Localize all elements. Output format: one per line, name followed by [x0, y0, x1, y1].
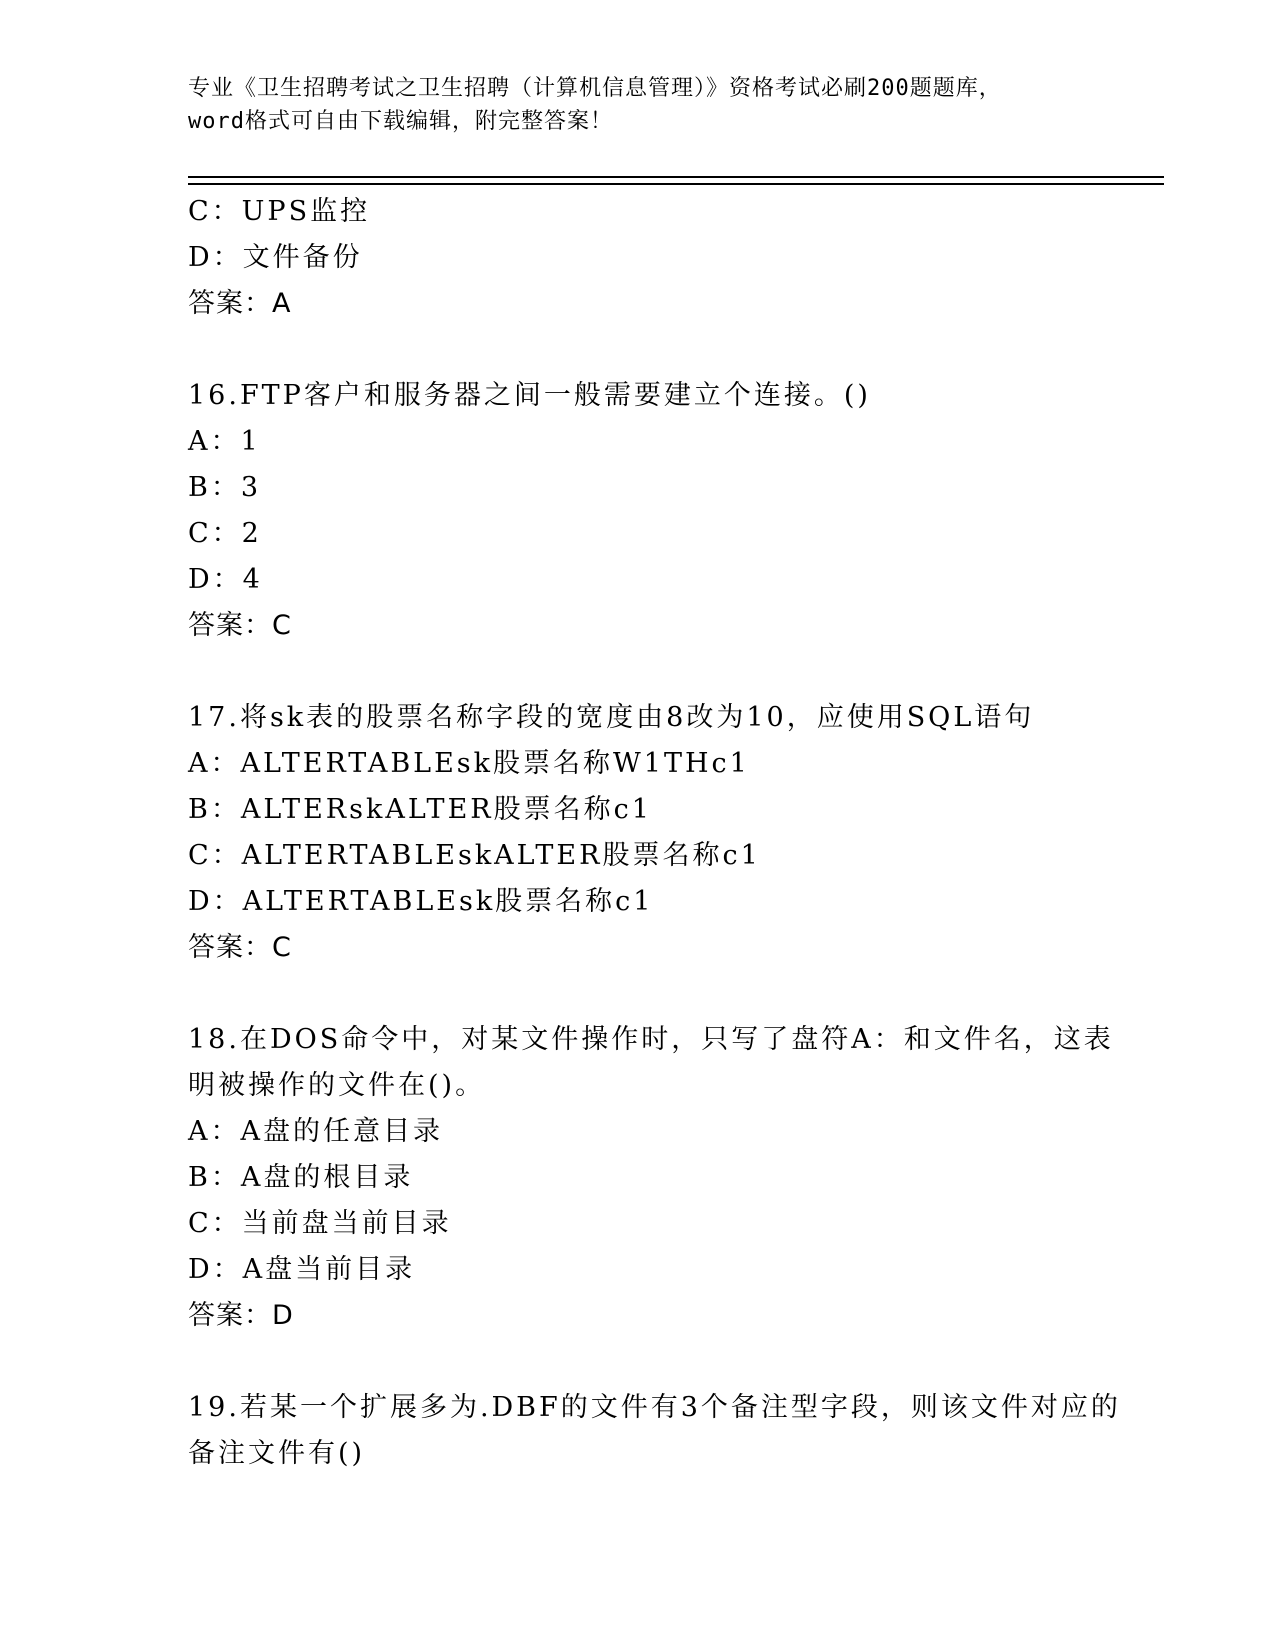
- question-stem-line-2: 明被操作的文件在()。: [188, 1070, 486, 1101]
- question-19: [188, 1385, 1148, 1477]
- answer-label: 答案：C: [188, 610, 292, 641]
- spacer: [188, 1339, 1148, 1385]
- option-d: D：文件备份: [188, 242, 363, 273]
- option-c: C：当前盘当前目录: [188, 1208, 452, 1239]
- question-stem-line-1: 19.若某一个扩展多为.DBF的文件有3个备注型字段，则该文件对应的: [188, 1392, 1121, 1423]
- header-divider-top: [188, 176, 1164, 178]
- document-header: [188, 72, 1088, 138]
- question-body: [188, 189, 1148, 1477]
- option-d: D：A盘当前目录: [188, 1254, 416, 1285]
- option-b: B：A盘的根目录: [188, 1162, 414, 1193]
- question-16: [188, 373, 1148, 649]
- header-line-2: word格式可自由下载编辑，附完整答案！: [188, 109, 613, 134]
- option-b: B：3: [188, 472, 262, 503]
- question-stem: 16.FTP客户和服务器之间一般需要建立个连接。(): [188, 380, 871, 411]
- option-c: C：UPS监控: [188, 196, 371, 227]
- option-a: A：A盘的任意目录: [188, 1116, 443, 1147]
- question-stem-line-1: 18.在DOS命令中，对某文件操作时，只写了盘符A：和文件名，这表: [188, 1024, 1114, 1055]
- question-stem-line-2: 备注文件有(): [188, 1438, 366, 1469]
- option-d: D：4: [188, 564, 263, 595]
- option-c: C：ALTERTABLEskALTER股票名称c1: [188, 840, 761, 871]
- option-a: A：ALTERTABLEsk股票名称W1THc1: [188, 748, 750, 779]
- spacer: [188, 327, 1148, 373]
- question-15: [188, 189, 1148, 327]
- answer-label: 答案：D: [188, 1300, 294, 1331]
- question-17: [188, 695, 1148, 971]
- option-a: A：1: [188, 426, 261, 457]
- option-c: C：2: [188, 518, 262, 549]
- question-stem: 17.将sk表的股票名称字段的宽度由8改为10，应使用SQL语句: [188, 702, 1035, 733]
- spacer: [188, 649, 1148, 695]
- answer-label: 答案：A: [188, 288, 292, 319]
- question-18: [188, 1017, 1148, 1339]
- header-divider-bottom: [188, 183, 1164, 185]
- header-line-1: 专业《卫生招聘考试之卫生招聘（计算机信息管理）》资格考试必刷200题题库，: [188, 76, 1002, 101]
- option-b: B：ALTERskALTER股票名称c1: [188, 794, 652, 825]
- option-d: D：ALTERTABLEsk股票名称c1: [188, 886, 654, 917]
- answer-label: 答案：C: [188, 932, 292, 963]
- spacer: [188, 971, 1148, 1017]
